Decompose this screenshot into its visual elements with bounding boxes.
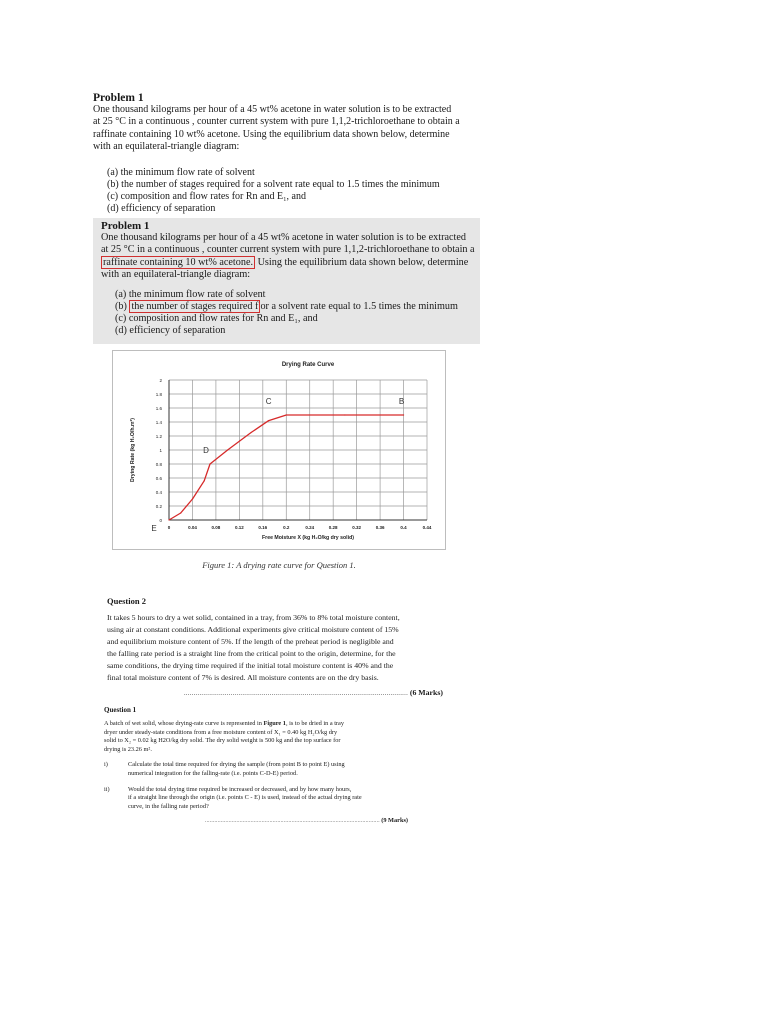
question-line: It takes 5 hours to dry a wet solid, contained in a tray, from 36% to 8% total moisture content, <box>107 613 400 622</box>
x-tick-label: 0.24 <box>305 525 315 530</box>
problem-line: raffinate containing 10 wt% acetone. Using the equilibrium data shown below, determine <box>93 128 450 140</box>
question-line: drying is 23.26 m². <box>104 745 152 753</box>
marks-label: (9 Marks) <box>381 817 408 825</box>
problem-items <box>115 289 476 337</box>
series-point <box>192 498 193 499</box>
x-tick-label: 0.16 <box>258 525 268 530</box>
point-label-b: B <box>398 397 405 406</box>
y-tick-label: 1 <box>159 447 162 453</box>
question-line: solid to X₂ = 0.02 kg H2O/kg dry solid. The dry solid weight is 500 kg and the top surface for <box>104 737 341 745</box>
y-tick-label: 0.4 <box>155 489 162 495</box>
problem-line: with an equilateral-triangle diagram: <box>93 140 240 152</box>
problem-line: One thousand kilograms per hour of a 45 wt% acetone in water solution is to be extracted <box>101 232 466 243</box>
question-line: A batch of wet solid, whose drying-rate curve is represented in Figure 1, is to be dried in a tray <box>104 720 344 727</box>
point-label-e: E <box>151 524 157 533</box>
y-tick-label: 1.2 <box>155 433 162 439</box>
problem-block-2 <box>93 218 480 344</box>
point-label-c: C <box>265 397 272 406</box>
series-point <box>209 463 210 464</box>
x-axis-label: Free Moisture X (kg H₂O/kg dry solid) <box>262 535 354 541</box>
x-tick-label: 0.4 <box>400 525 407 530</box>
chart-svg <box>112 350 446 550</box>
problem-items <box>107 167 473 215</box>
y-tick-label: 2 <box>159 377 162 383</box>
series-point <box>204 480 205 481</box>
x-tick-label: 0 <box>167 525 171 530</box>
question-2-block <box>107 596 443 697</box>
y-tick-label: 0 <box>159 517 162 523</box>
problem-item: (d) efficiency of separation <box>115 325 226 337</box>
chart-title: Drying Rate Curve <box>281 362 335 368</box>
question-title: Question 1 <box>104 706 137 714</box>
problem-line: at 25 °C in a continuous , counter current system with pure 1,1,2-trichloroethane to obtain a <box>101 244 475 256</box>
x-tick-label: 0.28 <box>328 525 338 530</box>
problem-title: Problem 1 <box>101 220 150 232</box>
marks-line <box>107 688 443 697</box>
y-tick-label: 0.6 <box>155 475 162 481</box>
x-tick-label: 0.36 <box>375 525 385 530</box>
series-point <box>268 420 269 421</box>
x-tick-label: 0.12 <box>234 525 244 530</box>
marks-label: (6 Marks) <box>409 688 443 697</box>
drying-rate-chart <box>112 350 446 550</box>
question-1-block <box>104 706 408 826</box>
answer-dots: ............................................................................................................... <box>204 817 380 825</box>
series-point <box>168 519 169 520</box>
series-point <box>227 449 228 450</box>
question-line: final total moisture content of 7% is desired. All moisture contents are on the dry basis. <box>107 673 379 682</box>
x-tick-label: 0.04 <box>188 525 197 530</box>
problem-line: raffinate containing 10 wt% acetone. Using the equilibrium data shown below, determine <box>103 256 469 268</box>
sub-question-ii: ii) Would the total drying time required be increased or decreased, and by how many hours, if a straight line through the origin (i.e. points C - E) is used, instead of the actual drying rate curve, in the falling rate period? <box>104 785 362 810</box>
problem-item: (c) composition and flow rates for Rn and E₁, and <box>107 191 306 203</box>
problem-line: with an equilateral-triangle diagram: <box>101 268 251 280</box>
question-title: Question 2 <box>107 596 146 606</box>
sub-question-i: i) Calculate the total time required for drying the sample (from point B to point E) using numerical integration for the falling-rate (i.e. points C-D-E) period. <box>104 761 345 777</box>
y-tick-label: 1.8 <box>155 391 162 397</box>
x-tick-label: 0.44 <box>422 525 432 530</box>
question-line: using air at constant conditions. Additional experiments give critical moisture content of 15% <box>107 625 399 634</box>
x-tick-label: 0.08 <box>211 525 221 530</box>
marks-line <box>104 817 408 826</box>
series-point <box>250 432 251 433</box>
highlight-box: raffinate containing 10 wt% acetone. <box>103 256 254 268</box>
question-text <box>107 612 443 684</box>
problem-item: (d) efficiency of separation <box>107 203 216 215</box>
answer-dots: ................................................................................................................... <box>183 688 408 697</box>
series-point <box>344 414 345 415</box>
problem-statement <box>93 104 473 153</box>
problem-item: (a) the minimum flow rate of solvent <box>115 289 266 301</box>
y-tick-label: 0.8 <box>155 461 162 467</box>
question-line: dryer under steady-state conditions from a free moisture content of X₁ = 0.40 kg H₂O/kg dry <box>104 728 338 736</box>
x-tick-label: 0.2 <box>283 525 290 530</box>
point-label-d: D <box>203 446 209 455</box>
question-line: the falling rate period is a straight line from the critical point to the origin, determine, for the <box>107 649 396 658</box>
problem-line: at 25 °C in a continuous , counter current system with pure 1,1,2-trichloroethane to obtain a <box>93 116 460 128</box>
y-tick-label: 1.4 <box>155 419 162 425</box>
problem-block-1 <box>93 92 473 215</box>
highlight-box: the number of stages required f <box>131 301 259 313</box>
figure-caption: Figure 1: A drying rate curve for Question 1. <box>202 560 356 570</box>
y-axis-label: Drying Rate (kg H₂O/h.m²) <box>130 418 136 482</box>
problem-item: (b) the number of stages required for a solvent rate equal to 1.5 times the minimum <box>107 179 440 191</box>
problem-item: (b) the number of stages required f or a solvent rate equal to 1.5 times the minimum <box>115 301 458 313</box>
series-point <box>403 414 404 415</box>
y-tick-label: 0.2 <box>155 503 162 509</box>
y-tick-label: 1.6 <box>155 405 162 411</box>
problem-line: One thousand kilograms per hour of a 45 wt% acetone in water solution is to be extracted <box>93 104 452 115</box>
question-text <box>104 720 408 754</box>
problem-title: Problem 1 <box>93 92 144 104</box>
series-point <box>180 512 181 513</box>
x-tick-label: 0.32 <box>352 525 362 530</box>
series-point <box>286 414 287 415</box>
question-line: same conditions, the drying time required if the initial total moisture content is 40% and the <box>107 661 394 670</box>
problem-item: (c) composition and flow rates for Rn and E₁, and <box>115 313 318 325</box>
question-line: and equilibrium moisture content of 5%. If the length of the preheat period is negligible and <box>107 637 394 646</box>
problem-item: (a) the minimum flow rate of solvent <box>107 167 255 179</box>
problem-statement <box>101 232 476 281</box>
